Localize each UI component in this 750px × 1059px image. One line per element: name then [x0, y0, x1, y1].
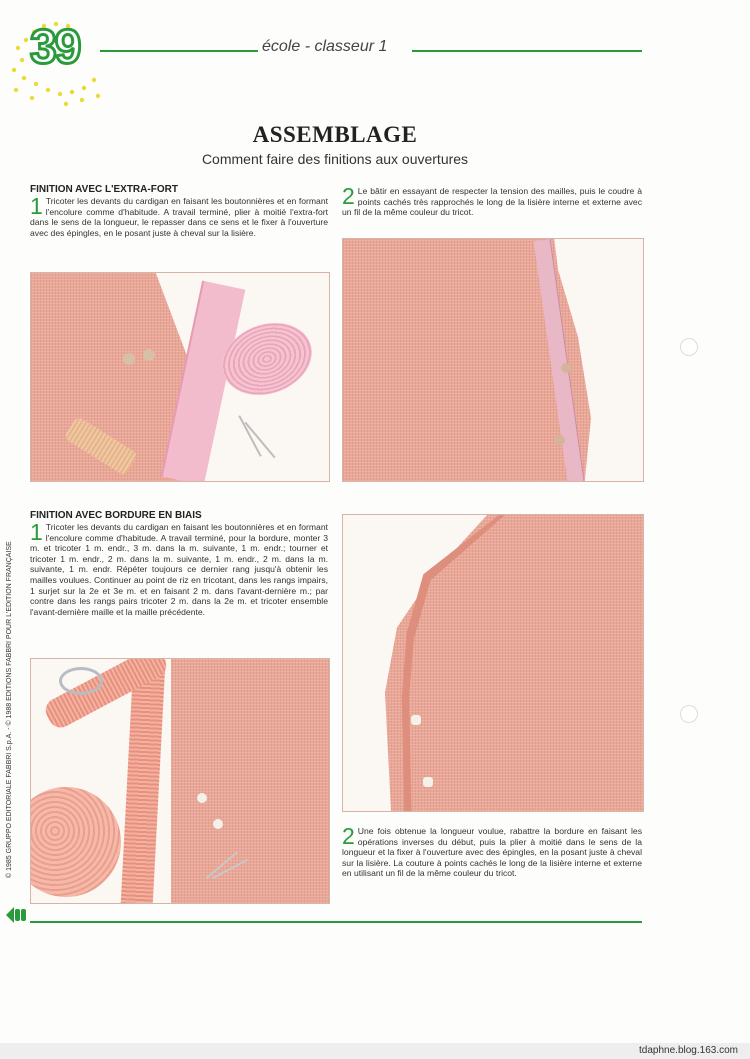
- step-text: Tricoter les devants du cardigan en faisant les boutonnières et en formant l'encolure comme d'habitude. A travail terminé, plier à moitié l'extra-fort dans le sens de la longueur, le repasser dans ce sens et le fixer à l'ouverture avec des épingles, en le posant juste à cheval sur la lisière.: [30, 196, 328, 238]
- footer-bar: [0, 1043, 750, 1059]
- step-number: 1: [30, 193, 43, 219]
- photo-bias-border-sewn: [342, 514, 644, 812]
- step-number: 2: [342, 183, 355, 209]
- copyright-credit: © 1985 GRUPPO EDITORIALE FABBRI S.p.A. - © 1988 EDITIONS FABBRI POUR L'EDITION FRANÇAISE: [6, 541, 13, 878]
- footer-url: tdaphne.blog.163.com: [639, 1045, 738, 1056]
- page-number: 39: [30, 21, 80, 74]
- step-text: Tricoter les devants du cardigan en faisant les boutonnières et en formant l'encolure comme d'habitude. A travail terminé, pour la bordure, monter 3 m. et tricoter 1 m. endr., 3 m. dans la m. suivante, 1 m. endr.; tourner et tricoter 1 m. endr., 2 m. dans la m. suivante, 1 m. endr., 2 m. dans la m. suivante, 1 m. endr. Répéter toujours ce dernier rang jusqu'à obtenir les mailles voulues. Continuer au point de riz en tricotant, dans les rangs impairs, 1 surjet sur la 2e et 3e m. et en faisant 2 m. dans l'avant-dernière m.; par contre dans les rangs pairs tricoter 2 m. dans la 2e m. et tricoter ensemble l'avant-dernière maille et la maille précédente.: [30, 522, 328, 617]
- section2-step2: [342, 823, 642, 879]
- page-title: ASSEMBLAGE: [252, 122, 418, 147]
- step-text: Le bâtir en essayant de respecter la tension des mailles, puis le coudre à points cachés très rapprochés le long de la lisière interne et externe avec un fil de la même couleur du tricot.: [342, 186, 642, 218]
- page-subtitle: Comment faire des finitions aux ouvertures: [201, 151, 469, 167]
- section1-step2: [342, 183, 642, 218]
- binder-hole-bottom: [680, 705, 698, 723]
- footer-rule: [30, 921, 642, 923]
- section1-step1: [30, 193, 328, 238]
- step-text: Une fois obtenue la longueur voulue, rabattre la bordure en faisant les opérations inverses du début, puis la plier à moitié dans le sens de la longueur et la fixer à l'ouverture avec des épingles, en la posant juste à cheval sur la lisière. La couture à points cachés le long de la lisière interne et externe en utilisant un fil de la même couleur du tricot.: [342, 826, 642, 879]
- photo-extra-fort-pinned: [30, 272, 330, 482]
- section1-heading: FINITION AVEC L'EXTRA-FORT: [30, 184, 178, 195]
- step-number: 2: [342, 823, 355, 849]
- series-label: école - classeur 1: [262, 38, 388, 55]
- header-rule-right: [412, 50, 642, 52]
- section2-step1: [30, 519, 328, 617]
- section2-heading: FINITION AVEC BORDURE EN BIAIS: [30, 510, 202, 521]
- header-rule-left: [100, 50, 258, 52]
- step-number: 1: [30, 519, 43, 545]
- photo-bias-border-pinned: [30, 658, 330, 904]
- binder-hole-top: [680, 338, 698, 356]
- photo-extra-fort-sewn: [342, 238, 644, 482]
- back-arrow-icon: [6, 907, 28, 923]
